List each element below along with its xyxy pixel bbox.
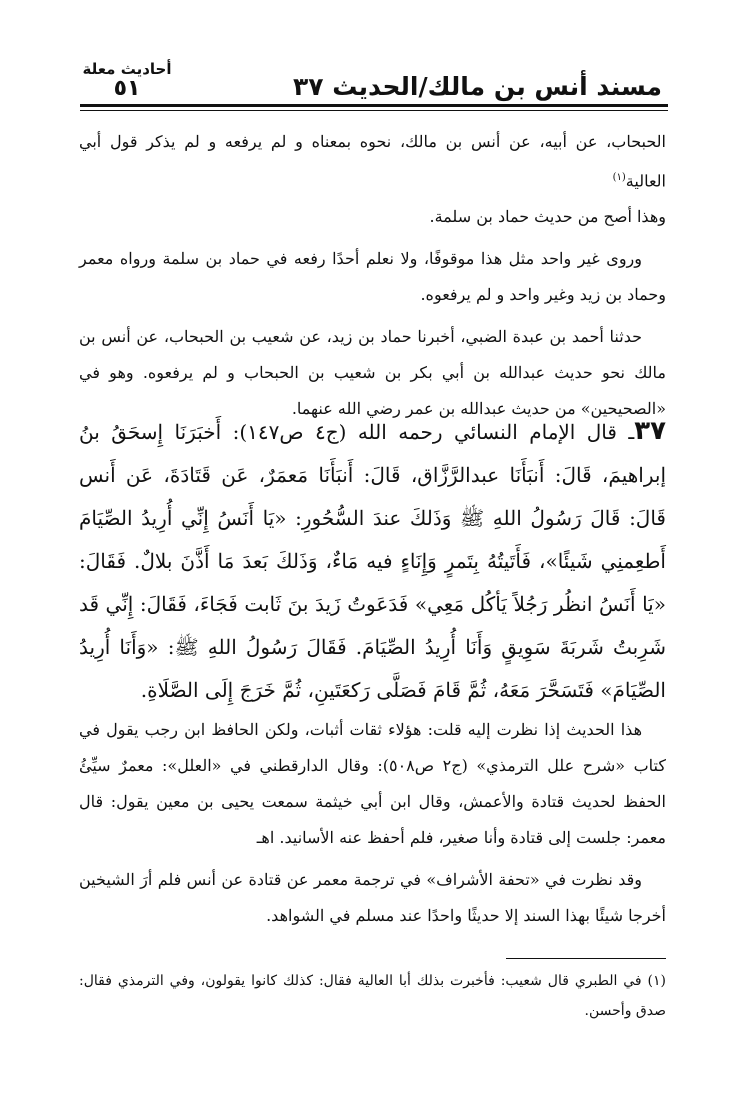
commentary-1 — [79, 712, 666, 856]
paragraph-2: وهذا أصح من حديث حماد بن سلمة. — [429, 207, 666, 227]
hadith-number: ٣٧ — [634, 416, 666, 446]
header-rule-thick — [80, 104, 668, 107]
commentary-block — [79, 712, 666, 934]
commentary-2 — [79, 862, 666, 934]
footnote-rule — [506, 958, 666, 959]
header-rule-thin — [80, 110, 668, 111]
opening-paragraphs — [79, 124, 666, 427]
paragraph-3-text: وروى غير واحد مثل هذا موقوفًا، ولا نعلم أحدًا رفعه في حماد بن سلمة ورواه معمر وحماد بن زيد وغير واحد و لم يرفعوه. — [79, 249, 666, 305]
page-header-title: مسند أنس بن مالك/الحديث ٣٧ — [292, 72, 662, 101]
hadith-text-paragraph — [79, 410, 666, 712]
footnote-ref: (١) — [612, 172, 626, 183]
commentary-2-text: وقد نظرت في «تحفة الأشراف» في ترجمة معمر عن قتادة عن أنس فلم أرَ الشيخين أخرجا شيئًا بهذا السند إلا حديثًا واحدًا عند مسلم في الشواهد. — [79, 870, 666, 925]
paragraph-1-text: الحبحاب، عن أبيه، عن أنس بن مالك، نحوه بمعناه و لم يرفعه و لم يذكر قول أبي العالية — [79, 132, 666, 191]
paragraph-4-text: حدثنا أحمد بن عبدة الضبي، أخبرنا حماد بن زيد، عن شعيب بن الحبحاب، عن أنس بن مالك نحو حديث عبدالله بن أبي بكر بن شعيب بن الحبحاب و لم يرفعوه. وهو في «الصحيحين» من حديث عبدالله بن عمر رضي الله عنهما. — [79, 327, 666, 419]
paragraph-3 — [79, 241, 666, 313]
hadith-text: ـ قال الإمام النسائي رحمه الله (ج٤ ص١٤٧): أَخبَرَنَا إِسحَقُ بنُ إبراهيمَ، قَالَ: أَنبَأَنَا عبدالرَّزَّاق، قَالَ: أَنبَأَنَا مَعمَرٌ، عَن قَتَادَةَ، عَن أَنس قَالَ: قَالَ رَسُولُ اللهِ ﷺ وَذَلكَ عندَ السُّحُورِ: «يَا أَنَسُ إِنِّي أُرِيدُ الصِّيَامَ أَطعِمنِي شَيئًا»، فَأَتَيتُهُ بِتَمرٍ وَإِنَاءٍ فيه مَاءٌ، وَذَلكَ بَعدَ مَا أَذَّنَ بلالٌ. فَقَالَ: «يَا أَنَسُ انظُر رَجُلاً يَأكُل مَعِي» فَدَعَوتُ زَيدَ بنَ ثَابت فَجَاءَ، فَقَالَ: إِنِّي قَد شَرِبتُ شَربَةَ سَوِيقٍ وَأَنَا أُرِيدُ الصِّيَامَ. فَقَالَ رَسُولُ اللهِ ﷺ: «وَأَنَا أُرِيدُ الصِّيَامَ» فَتَسَحَّرَ مَعَهُ، ثُمَّ قَامَ فَصَلَّى رَكعَتَينِ، ثُمَّ خَرَجَ إِلَى الصَّلَاةِ. — [79, 420, 666, 702]
page-header-side — [72, 60, 182, 101]
paragraph-1 — [79, 124, 666, 199]
commentary-1-text: هذا الحديث إذا نظرت إليه قلت: هؤلاء ثقات أثبات، ولكن الحافظ ابن رجب يقول في كتاب «شرح علل الترمذي» (ج٢ ص٥٠٨): وقال الدارقطني في «العلل»: معمرٌ سيِّئُ الحفظ لحديث قتادة والأعمش، وقال ابن أبي خيثمة سمعت يحيى بن معين يقول: قال معمر: جلست إلى قتادة وأنا صغير، فلم أحفظ عنه الأسانيد. اهـ — [79, 720, 666, 847]
section-label: أحاديث معلة — [82, 60, 172, 78]
hadith-block — [79, 410, 666, 712]
page-number: ٥١ — [113, 76, 141, 101]
footnote: (١) في الطبري قال شعيب: فأخبرت بذلك أبا العالية فقال: كذلك كانوا يقولون، وفي الترمذي فقال: صدق وأحسن. — [79, 973, 666, 1019]
